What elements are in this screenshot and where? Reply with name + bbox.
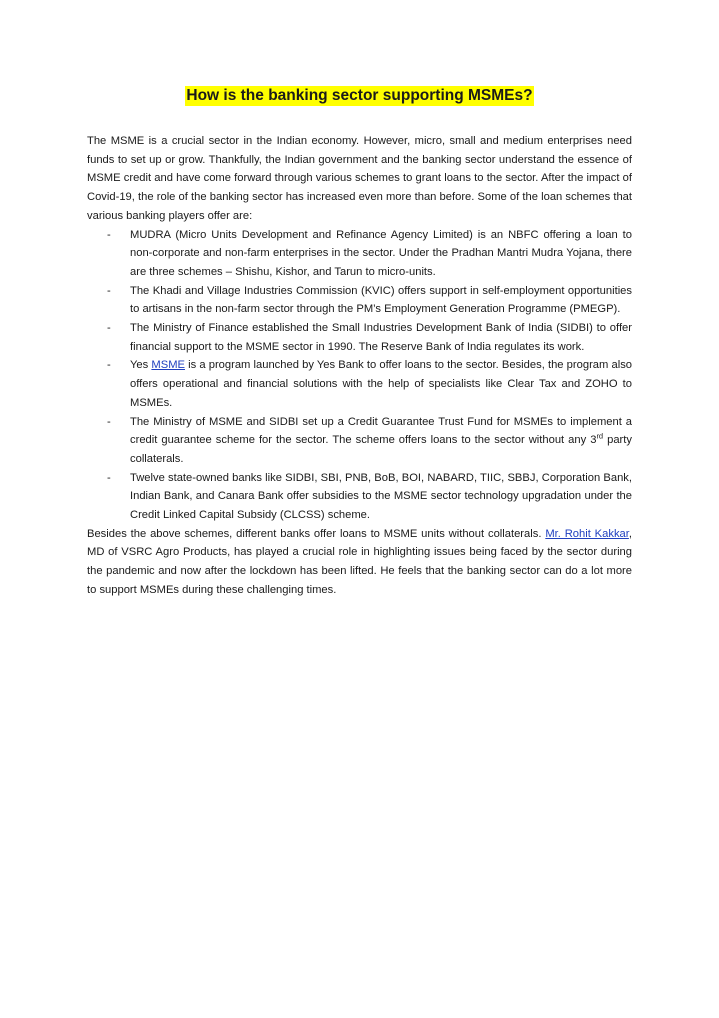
- bullet-dash: -: [107, 284, 111, 297]
- scheme-yes-text-end: is a program launched by Yes Bank to offer loans to the sector. Besides, the program also offers operational and financial solutions with the help of specialists like Clear Tax and ZOHO to MSMEs.: [130, 359, 633, 409]
- list-item-kvic: [87, 282, 632, 319]
- closing-text-start: Besides the above schemes, different banks offer loans to MSME units without collaterals.: [87, 527, 546, 540]
- bullet-dash: -: [107, 415, 111, 428]
- scheme-clcss-text: Twelve state-owned banks like SIDBI, SBI, PNB, BoB, BOI, NABARD, TIIC, SBBJ, Corporation Bank, Indian Bank, and Canara Bank offer subsidies to the MSME sector technology upgradation under the Credit Linked Capital Subsidy (CLCSS) scheme.: [130, 471, 632, 522]
- bullet-dash: -: [107, 228, 111, 241]
- ordinal-superscript: rd: [596, 431, 604, 441]
- list-item-yes-msme: [87, 356, 632, 412]
- page-title: How is the banking sector supporting MSMEs?: [186, 87, 533, 104]
- list-item-cgtf: [87, 413, 632, 469]
- scheme-cgtf-text-end: party collaterals.: [130, 434, 632, 465]
- closing-paragraph: [87, 525, 632, 600]
- scheme-list: [87, 226, 632, 525]
- intro-paragraph: The MSME is a crucial sector in the Indian economy. However, micro, small and medium enterprises need funds to set up or grow. Thankfully, the Indian government and the banking sector understand the essence of MSME credit and have come forward through various schemes to grant loans to the sector. After the impact of Covid-19, the role of the banking sector has increased even more than before. Some of the loan schemes that various banking players offer are:: [87, 135, 632, 222]
- scheme-yes-text-start: Yes: [130, 359, 152, 372]
- scheme-mudra-text: MUDRA (Micro Units Development and Refinance Agency Limited) is an NBFC offering a loan to non-corporate and non-farm enterprises in the sector. Under the Pradhan Mantri Mudra Yojana, there are three schemes – Shishu, Kishor, and Tarun to micro-units.: [130, 228, 632, 278]
- list-item-clcss: [87, 469, 632, 525]
- list-item-mudra: [87, 226, 632, 282]
- bullet-dash: -: [107, 322, 111, 335]
- closing-text-end: , MD of VSRC Agro Products, has played a crucial role in highlighting issues being faced by the sector during the pandemic and now after the lockdown has been lifted. He feels that the banking sector can do a lot more to support MSMEs during these challenging times.: [87, 527, 632, 596]
- list-item-sidbi: [87, 319, 632, 356]
- msme-link[interactable]: MSME: [151, 359, 185, 372]
- scheme-cgtf-text-start: The Ministry of MSME and SIDBI set up a Credit Guarantee Trust Fund for MSMEs to implement a credit guarantee scheme for the sector. The scheme offers loans to the sector without any 3: [130, 415, 632, 447]
- rohit-kakkar-link[interactable]: Mr. Rohit Kakkar: [545, 527, 629, 540]
- bullet-dash: -: [107, 359, 111, 372]
- scheme-sidbi-text: The Ministry of Finance established the Small Industries Development Bank of India (SIDBI) to offer financial support to the MSME sector in 1990. The Reserve Bank of India regulates its work.: [130, 322, 632, 353]
- bullet-dash: -: [107, 471, 111, 484]
- title-wrap: [87, 86, 632, 106]
- scheme-kvic-text: The Khadi and Village Industries Commission (KVIC) offers support in self-employment opportunities to artisans in the non-farm sector through the PM’s Employment Generation Programme (PMEGP).: [130, 284, 632, 316]
